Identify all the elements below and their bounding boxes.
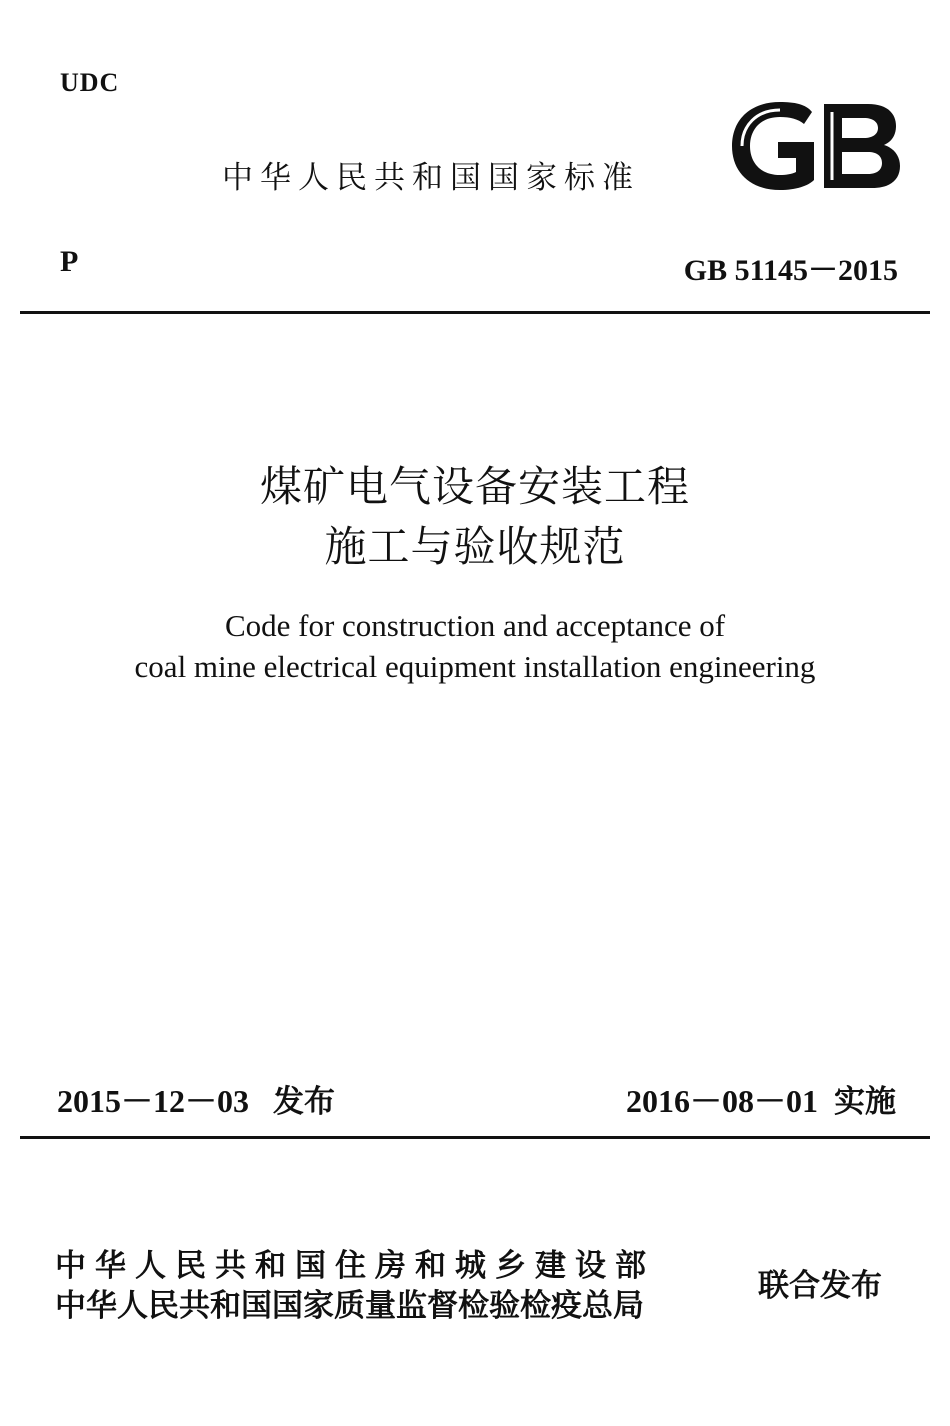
issue-date-row (57, 1076, 335, 1122)
publisher-line-1: 中华人民共和国住房和城乡建设部 (55, 1248, 655, 1284)
joint-issue-label: 联合发布 (758, 1268, 882, 1304)
effective-label: 实施 (834, 1084, 896, 1120)
publisher-line-2: 中华人民共和国国家质量监督检验检疫总局 (55, 1288, 644, 1324)
chinese-title-line-2: 施工与验收规范 (324, 522, 626, 571)
effective-date: 2016－08－01 (625, 1083, 818, 1119)
udc-label: UDC (60, 68, 120, 97)
issue-date: 2015－12－03 (57, 1083, 250, 1119)
english-title-line-1: Code for construction and acceptance of (224, 608, 726, 643)
national-standard-heading: 中华人民共和国国家标准 (222, 160, 640, 196)
standard-number: GB 51145－2015 (683, 254, 898, 287)
top-divider (20, 311, 930, 314)
bottom-divider (20, 1136, 930, 1139)
english-title-line-2: coal mine electrical equipment installation engineering (134, 649, 816, 684)
gb-logo (728, 98, 903, 194)
issue-label: 发布 (273, 1084, 336, 1120)
effective-date-row (626, 1076, 896, 1122)
chinese-title-line-1: 煤矿电气设备安装工程 (259, 462, 690, 511)
classification-code: P (60, 245, 79, 278)
